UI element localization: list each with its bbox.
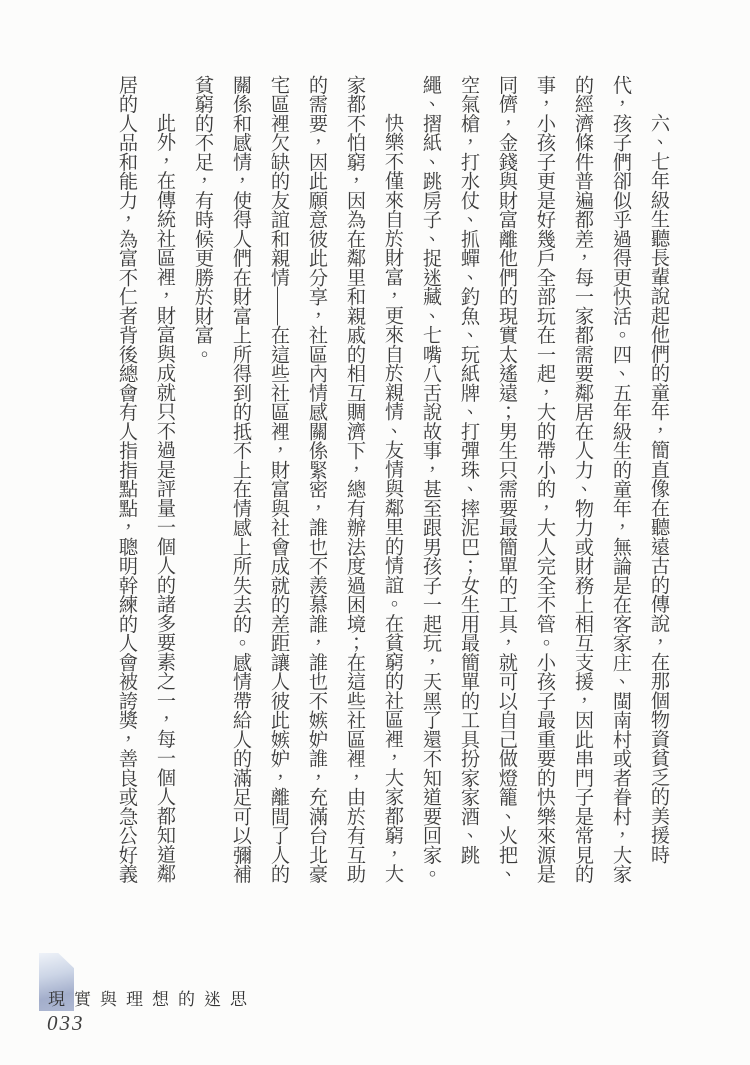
running-title: 現實與理想的迷思 [48,990,256,1009]
page-number: 033 [47,1011,85,1035]
paragraph-childhood-memories: 六、七年級生聽長輩說起他們的童年，簡直像在聽遠古的傳說，在那個物資貧乏的美援時代，孩子們卻似乎過得更快活。四、五年級生的童年，無論是在客家庄、閩南村或者眷村，大家的經濟條件普遍都差，每一家都需要鄰居在人力、物力或財務上相互支援，因此串門子是常見的事，小孩子更是好幾戶全部玩在一起，大的帶小的，大人完全不管。小孩子最重要的快樂來源是同儕，金錢與財富離他們的現實太遙遠；男生只需要最簡單的工具，就可以自己做燈籠、火把、空氣槍，打水仗、抓蟬、釣魚、玩紙牌、打彈珠、摔泥巴；女生用最簡單的工具扮家家酒、跳繩、摺紙、跳房子、捉迷藏、七嘴八舌說故事，甚至跟男孩子一起玩，天黑了還不知道要回家。 [420,75,669,884]
paragraph-happiness-community: 快樂不僅來自於財富，更來自於親情、友情與鄰里的情誼。在貧窮的社區裡，大家都窮，大家都不怕窮，因為在鄰里和親戚的相互賙濟下，總有辦法度過困境；在這些社區裡，由於有互助的需要，因此願意彼此分享，社區內情感關係緊密，誰也不羨慕誰，誰也不嫉妒誰，充滿台北豪宅區裡欠缺的友誼和親情——在這些社區裡，財富與社會成就的差距讓人彼此嫉妒，離間了人的關係和感情，使得人們在財富上所得到的抵不上在情感上所失去的。感情帶給人的滿足可以彌補貧窮的不足，有時候更勝於財富。 [192,75,403,884]
page-footer [0,940,750,1065]
paragraph-traditional-community: 此外，在傳統社區裡，財富與成就只不過是評量一個人的諸多要素之一，每一個人都知道鄰居的人品和能力，為富不仁者背後總會有人指指點點，聰明幹練的人會被誇獎，善良或急公好義 [116,75,175,884]
vertical-text-block [107,75,677,885]
